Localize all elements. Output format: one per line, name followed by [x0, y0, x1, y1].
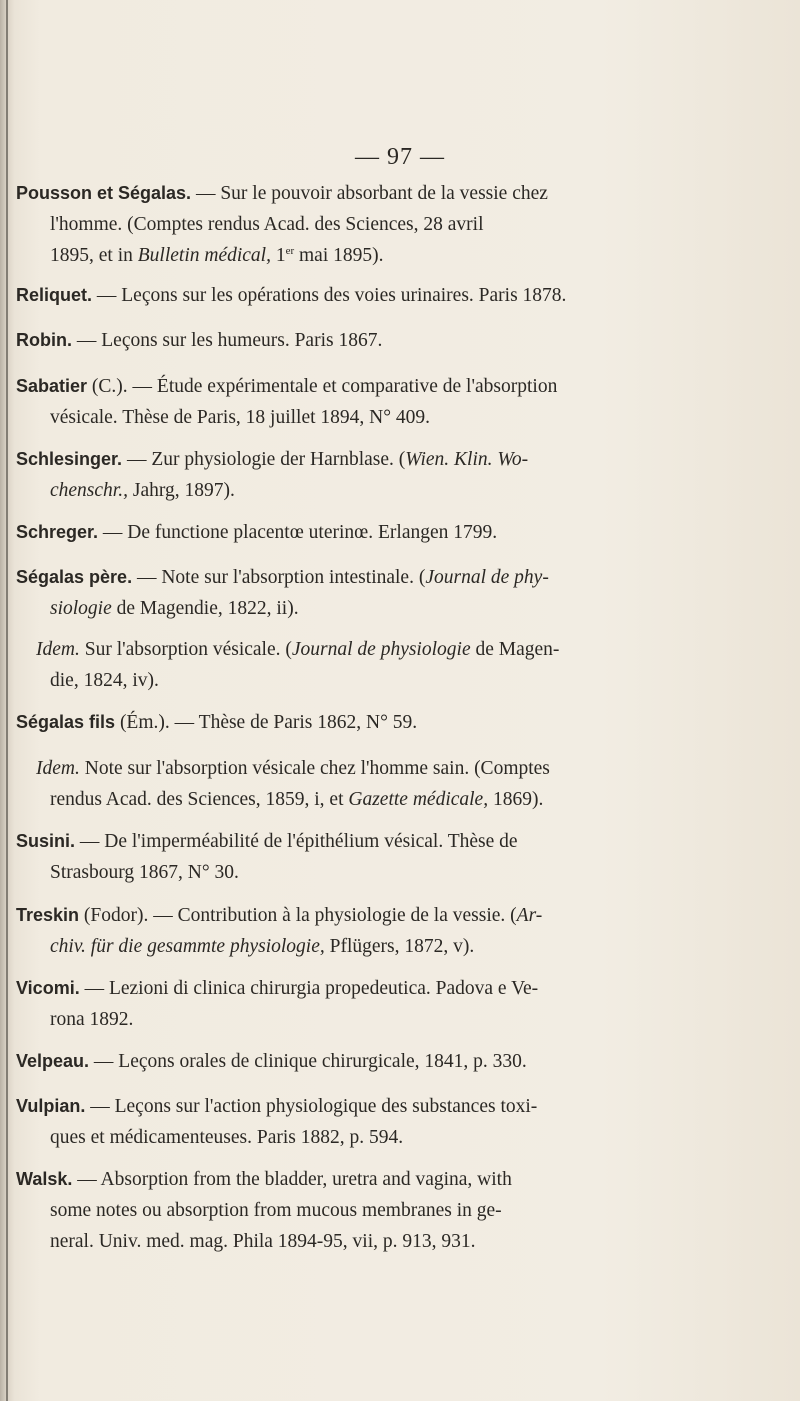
entry-author: Reliquet.	[16, 285, 93, 305]
idem-label: Idem.	[36, 639, 80, 660]
entry-text: Note sur l'absorption vésicale chez l'homme sain. (Comptes	[79, 758, 550, 779]
entry-text: — Sur le pouvoir absorbant de la vessie chez	[191, 183, 548, 204]
entry-continuation: die, 1824, iv).	[50, 670, 159, 691]
page-number: — 97 —	[355, 144, 445, 170]
entry-text: (Fodor). — Contribution à la physiologie de la vessie. (	[79, 905, 517, 926]
entry-text: 1	[270, 245, 286, 266]
bibliography-entry-walsk	[16, 1164, 776, 1257]
journal-title: Gazette médicale,	[348, 789, 489, 810]
entry-text: 1895, et in	[50, 245, 138, 266]
bibliography-entry-susini	[16, 826, 776, 888]
entry-text: — Absorption from the bladder, uretra and vagina, with	[72, 1169, 512, 1190]
entry-text: — Leçons orales de clinique chirurgicale, 1841, p. 330.	[89, 1051, 527, 1072]
journal-title: Ar-	[516, 905, 543, 926]
entry-text: de Magen-	[470, 639, 560, 660]
entry-continuation: Strasbourg 1867, N° 30.	[50, 862, 239, 883]
journal-title: Journal de phy-	[425, 567, 549, 588]
entry-continuation: rona 1892.	[50, 1009, 134, 1030]
bibliography-entry-sabatier	[16, 371, 776, 433]
entry-text: 1869).	[488, 789, 544, 810]
superscript: er	[285, 245, 295, 257]
idem-label: Idem.	[36, 758, 80, 779]
journal-title: siologie	[50, 598, 112, 619]
entry-author: Robin.	[16, 330, 72, 350]
entry-author: Susini.	[16, 831, 76, 851]
entry-text: — Note sur l'absorption intestinale. (	[132, 567, 426, 588]
entry-author: Sabatier	[16, 376, 88, 396]
entry-author: Pousson et Ségalas.	[16, 183, 192, 203]
bibliography-entry-vicomi	[16, 973, 776, 1035]
entry-continuation: some notes ou absorption from mucous membranes in ge-	[50, 1200, 502, 1221]
entry-text: de Magendie, 1822, ii).	[111, 598, 299, 619]
entry-text: — Lezioni di clinica chirurgia propedeutica. Padova e Ve-	[79, 978, 539, 999]
bibliography-entry-reliquet	[16, 280, 776, 311]
entry-author: Vicomi.	[16, 978, 80, 998]
entry-author: Schreger.	[16, 522, 99, 542]
entry-continuation: vésicale. Thèse de Paris, 18 juillet 1894, N° 409.	[50, 407, 431, 428]
entry-author: Ségalas fils	[16, 712, 116, 732]
bibliography-entry-robin	[16, 325, 776, 356]
entry-text: — De l'imperméabilité de l'épithélium vésical. Thèse de	[75, 831, 518, 852]
journal-title: chenschr.,	[50, 480, 128, 501]
bibliography-entry-idem-2	[16, 753, 776, 815]
entry-text: mai 1895).	[294, 245, 384, 266]
entry-text: (C.). — Étude expérimentale et comparative de l'absorption	[87, 376, 558, 397]
journal-title: Journal de physiologie	[291, 639, 471, 660]
entry-text: Jahrg, 1897).	[127, 480, 235, 501]
entry-continuation: neral. Univ. med. mag. Phila 1894-95, vii, p. 913, 931.	[50, 1231, 476, 1252]
binding-edge	[6, 0, 8, 1401]
entry-text: (Ém.). — Thèse de Paris 1862, N° 59.	[115, 712, 418, 733]
bibliography-entry-schreger	[16, 517, 776, 548]
entry-author: Velpeau.	[16, 1051, 90, 1071]
entry-continuation: l'homme. (Comptes rendus Acad. des Sciences, 28 avril	[50, 214, 484, 235]
bibliography-entry-vulpian	[16, 1091, 776, 1153]
entry-continuation: ques et médicamenteuses. Paris 1882, p. 594.	[50, 1127, 404, 1148]
entry-author: Schlesinger.	[16, 449, 123, 469]
entry-text: — Leçons sur les opérations des voies urinaires. Paris 1878.	[92, 285, 567, 306]
entry-text: — Zur physiologie der Harnblase. (	[122, 449, 406, 470]
entry-author: Ségalas père.	[16, 567, 133, 587]
bibliography-entry-treskin	[16, 900, 776, 962]
entry-author: Vulpian.	[16, 1096, 86, 1116]
entry-text: rendus Acad. des Sciences, 1859, i, et	[50, 789, 349, 810]
entry-author: Treskin	[16, 905, 80, 925]
bibliography-entry-schlesinger	[16, 444, 776, 506]
bibliography-entry-pousson	[16, 178, 776, 271]
entry-text: — De functione placentœ uterinœ. Erlangen 1799.	[98, 522, 498, 543]
entry-text: — Leçons sur l'action physiologique des substances toxi-	[85, 1096, 538, 1117]
entry-text: Sur l'absorption vésicale. (	[79, 639, 292, 660]
entry-text: Pflügers, 1872, v).	[324, 936, 475, 957]
bibliography-entry-velpeau	[16, 1046, 776, 1077]
bibliography-entry-segalas-pere	[16, 562, 776, 624]
journal-title: Wien. Klin. Wo-	[405, 449, 529, 470]
journal-title: chiv. für die gesammte physiologie,	[50, 936, 325, 957]
bibliography-entry-idem-1	[16, 634, 776, 696]
bibliography-entry-segalas-fils	[16, 707, 776, 738]
entry-text: — Leçons sur les humeurs. Paris 1867.	[72, 330, 383, 351]
journal-title: Bulletin médical,	[137, 245, 271, 266]
entry-author: Walsk.	[16, 1169, 73, 1189]
